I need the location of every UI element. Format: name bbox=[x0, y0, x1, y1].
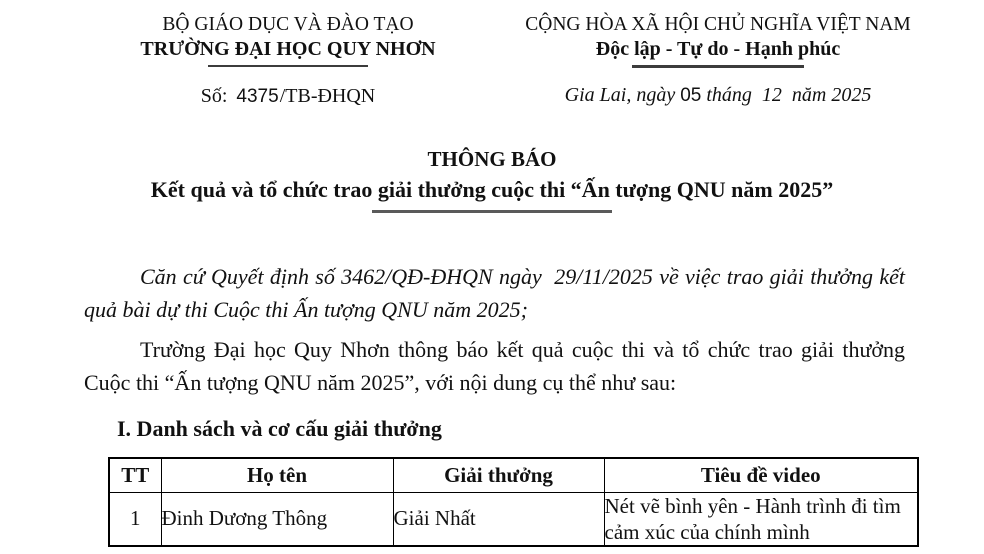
date-day: 05 bbox=[680, 84, 702, 106]
date-suffix: năm 2025 bbox=[791, 83, 872, 106]
doc-number-line bbox=[78, 84, 498, 109]
cell-tt: 1 bbox=[109, 492, 161, 546]
cell-prize: Giải Nhất bbox=[393, 492, 604, 546]
doc-subtitle: Kết quả và tổ chức trao giải thưởng cuộc thi “Ấn tượng QNU năm 2025” bbox=[150, 177, 834, 202]
doc-number-suffix: /TB-ĐHQN bbox=[279, 85, 376, 107]
date-prefix: Gia Lai, ngày bbox=[564, 83, 676, 106]
date-line bbox=[498, 83, 938, 108]
issuing-org-block bbox=[78, 13, 498, 109]
national-title: CỘNG HÒA XÃ HỘI CHỦ NGHĨA VIỆT NAM bbox=[525, 14, 911, 35]
date-middle: tháng bbox=[706, 83, 752, 106]
national-header-block bbox=[498, 13, 938, 109]
col-header-tt: TT bbox=[109, 458, 161, 493]
document-header bbox=[0, 0, 984, 109]
section-heading: I. Danh sách và cơ cấu giải thưởng bbox=[117, 415, 442, 441]
date-month: 12 bbox=[761, 83, 782, 106]
national-motto: Độc lập - Tự do - Hạnh phúc bbox=[595, 38, 841, 60]
cell-name: Đinh Dương Thông bbox=[161, 492, 393, 546]
legal-basis-paragraph: Căn cứ Quyết định số 3462/QĐ-ĐHQN ngày 29/11/2025 về việc trao giải thưởng kết quả bài dự thi Cuộc thi Ấn tượng QNU năm 2025; bbox=[84, 263, 911, 322]
doc-number-label: Số: bbox=[200, 85, 228, 107]
col-header-prize: Giải thưởng bbox=[393, 458, 604, 493]
cell-video-title: Nét vẽ bình yên - Hành trình đi tìm cảm xúc của chính mình bbox=[604, 492, 918, 546]
title-underline bbox=[372, 210, 612, 213]
ministry-name: BỘ GIÁO DỤC VÀ ĐÀO TẠO bbox=[162, 14, 414, 35]
announcement-paragraph: Trường Đại học Quy Nhơn thông báo kết quả cuộc thi và tổ chức trao giải thưởng Cuộc thi “Ấn tượng QNU năm 2025”, với nội dung cụ thể như sau: bbox=[84, 336, 911, 395]
university-name: TRƯỜNG ĐẠI HỌC QUY NHƠN bbox=[140, 38, 436, 60]
col-header-name: Họ tên bbox=[161, 458, 393, 493]
col-header-video-title: Tiêu đề video bbox=[604, 458, 918, 493]
results-table bbox=[108, 457, 919, 547]
document-body bbox=[84, 260, 911, 547]
title-block bbox=[0, 146, 984, 213]
doc-number-value: 4375 bbox=[236, 86, 279, 107]
table-row bbox=[109, 492, 918, 546]
table-header-row bbox=[109, 458, 918, 493]
org-underline bbox=[208, 65, 368, 67]
doc-title: THÔNG BÁO bbox=[427, 147, 557, 171]
motto-underline bbox=[632, 65, 804, 68]
